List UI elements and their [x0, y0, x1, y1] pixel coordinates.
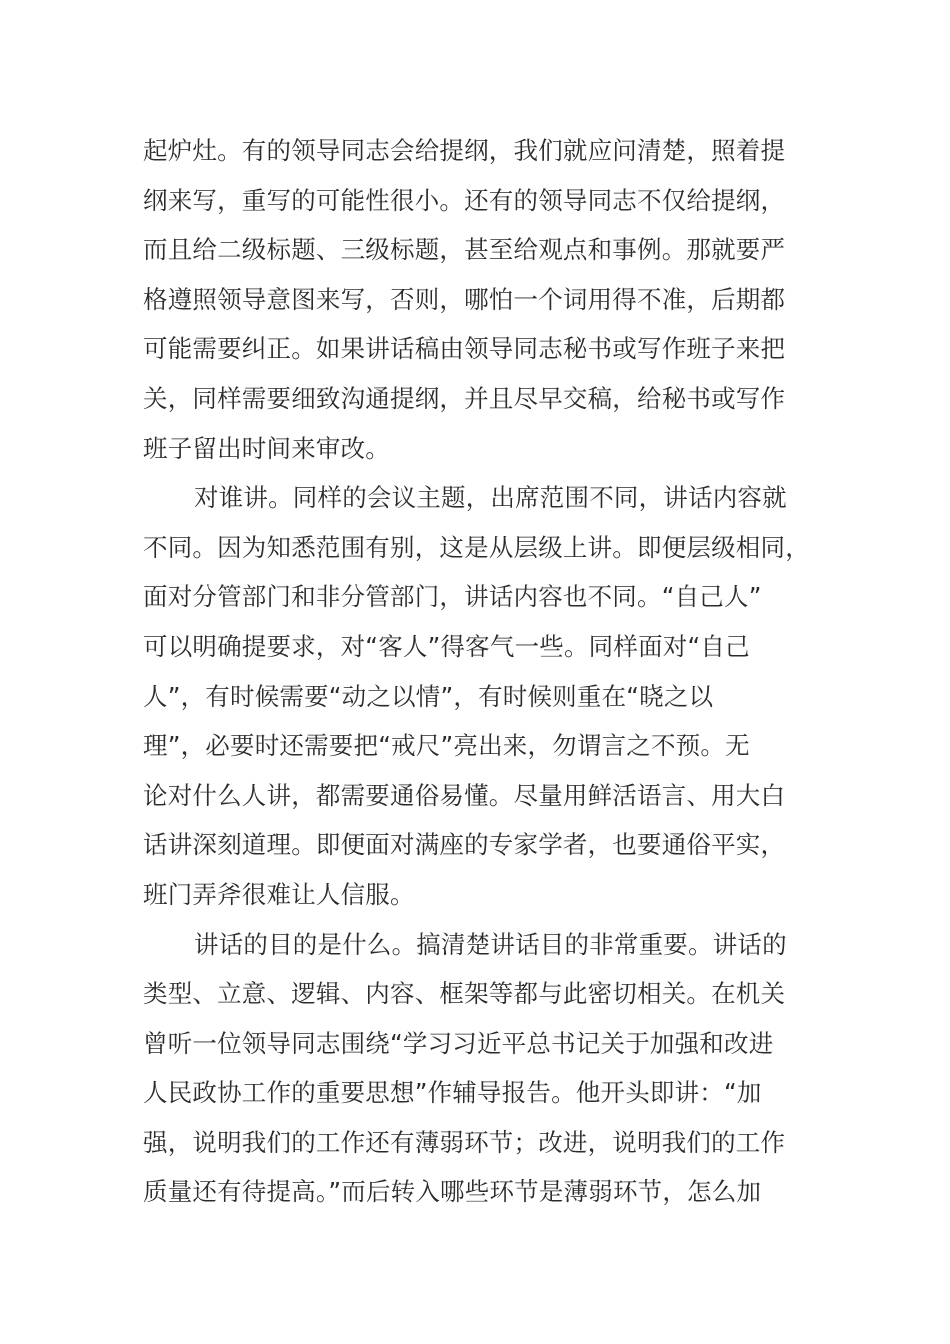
text-line: 论对什么人讲，都需要通俗易懂。尽量用鲜活语言、用大白: [143, 780, 786, 810]
text-line: 对谁讲。同样的会议主题，出席范围不同，讲话内容就: [194, 483, 787, 513]
text-line: 类型、立意、逻辑、内容、框架等都与此密切相关。在机关: [143, 979, 786, 1009]
text-line: 班门弄斧很难让人信服。: [143, 879, 415, 909]
text-line: 理”，必要时还需要把“戒尺”亮出来，勿谓言之不预。无: [143, 731, 750, 761]
text-line: 话讲深刻道理。即便面对满座的专家学者，也要通俗平实，: [143, 830, 786, 860]
paragraph: [143, 126, 808, 473]
text-line: 人民政协工作的重要思想”作辅导报告。他开头即讲：“加: [143, 1078, 762, 1108]
text-line: 强，说明我们的工作还有薄弱环节；改进，说明我们的工作: [143, 1127, 786, 1157]
text-line: 而且给二级标题、三级标题，甚至给观点和事例。那就要严: [143, 235, 786, 265]
text-line: 纲来写，重写的可能性很小。还有的领导同志不仅给提纲，: [143, 185, 786, 215]
text-line: 格遵照领导意图来写，否则，哪怕一个词用得不准，后期都: [143, 284, 786, 314]
text-line: 讲话的目的是什么。搞清楚讲话目的非常重要。讲话的: [194, 929, 787, 959]
text-line: 面对分管部门和非分管部门，讲话内容也不同。“自己人”: [143, 582, 762, 612]
text-line: 起炉灶。有的领导同志会给提纲，我们就应问清楚，照着提: [143, 136, 786, 165]
body-text: [143, 126, 808, 1217]
text-line: 不同。因为知悉范围有别，这是从层级上讲。即便层级相同，: [143, 532, 810, 562]
paragraph: [143, 920, 808, 1218]
text-line: 班子留出时间来审改。: [143, 433, 390, 463]
text-line: 可以明确提要求，对“客人”得客气一些。同样面对“自己: [143, 631, 750, 661]
paragraph: [143, 473, 808, 919]
text-line: 关，同样需要细致沟通提纲，并且尽早交稿，给秘书或写作: [143, 383, 786, 413]
text-line: 可能需要纠正。如果讲话稿由领导同志秘书或写作班子来把: [143, 334, 786, 364]
text-line: 人”，有时候需要“动之以情”，有时候则重在“晓之以: [143, 681, 714, 711]
text-line: 质量还有待提高。”而后转入哪些环节是薄弱环节，怎么加: [143, 1177, 762, 1207]
text-line: 曾听一位领导同志围绕“学习习近平总书记关于加强和改进: [143, 1028, 774, 1058]
